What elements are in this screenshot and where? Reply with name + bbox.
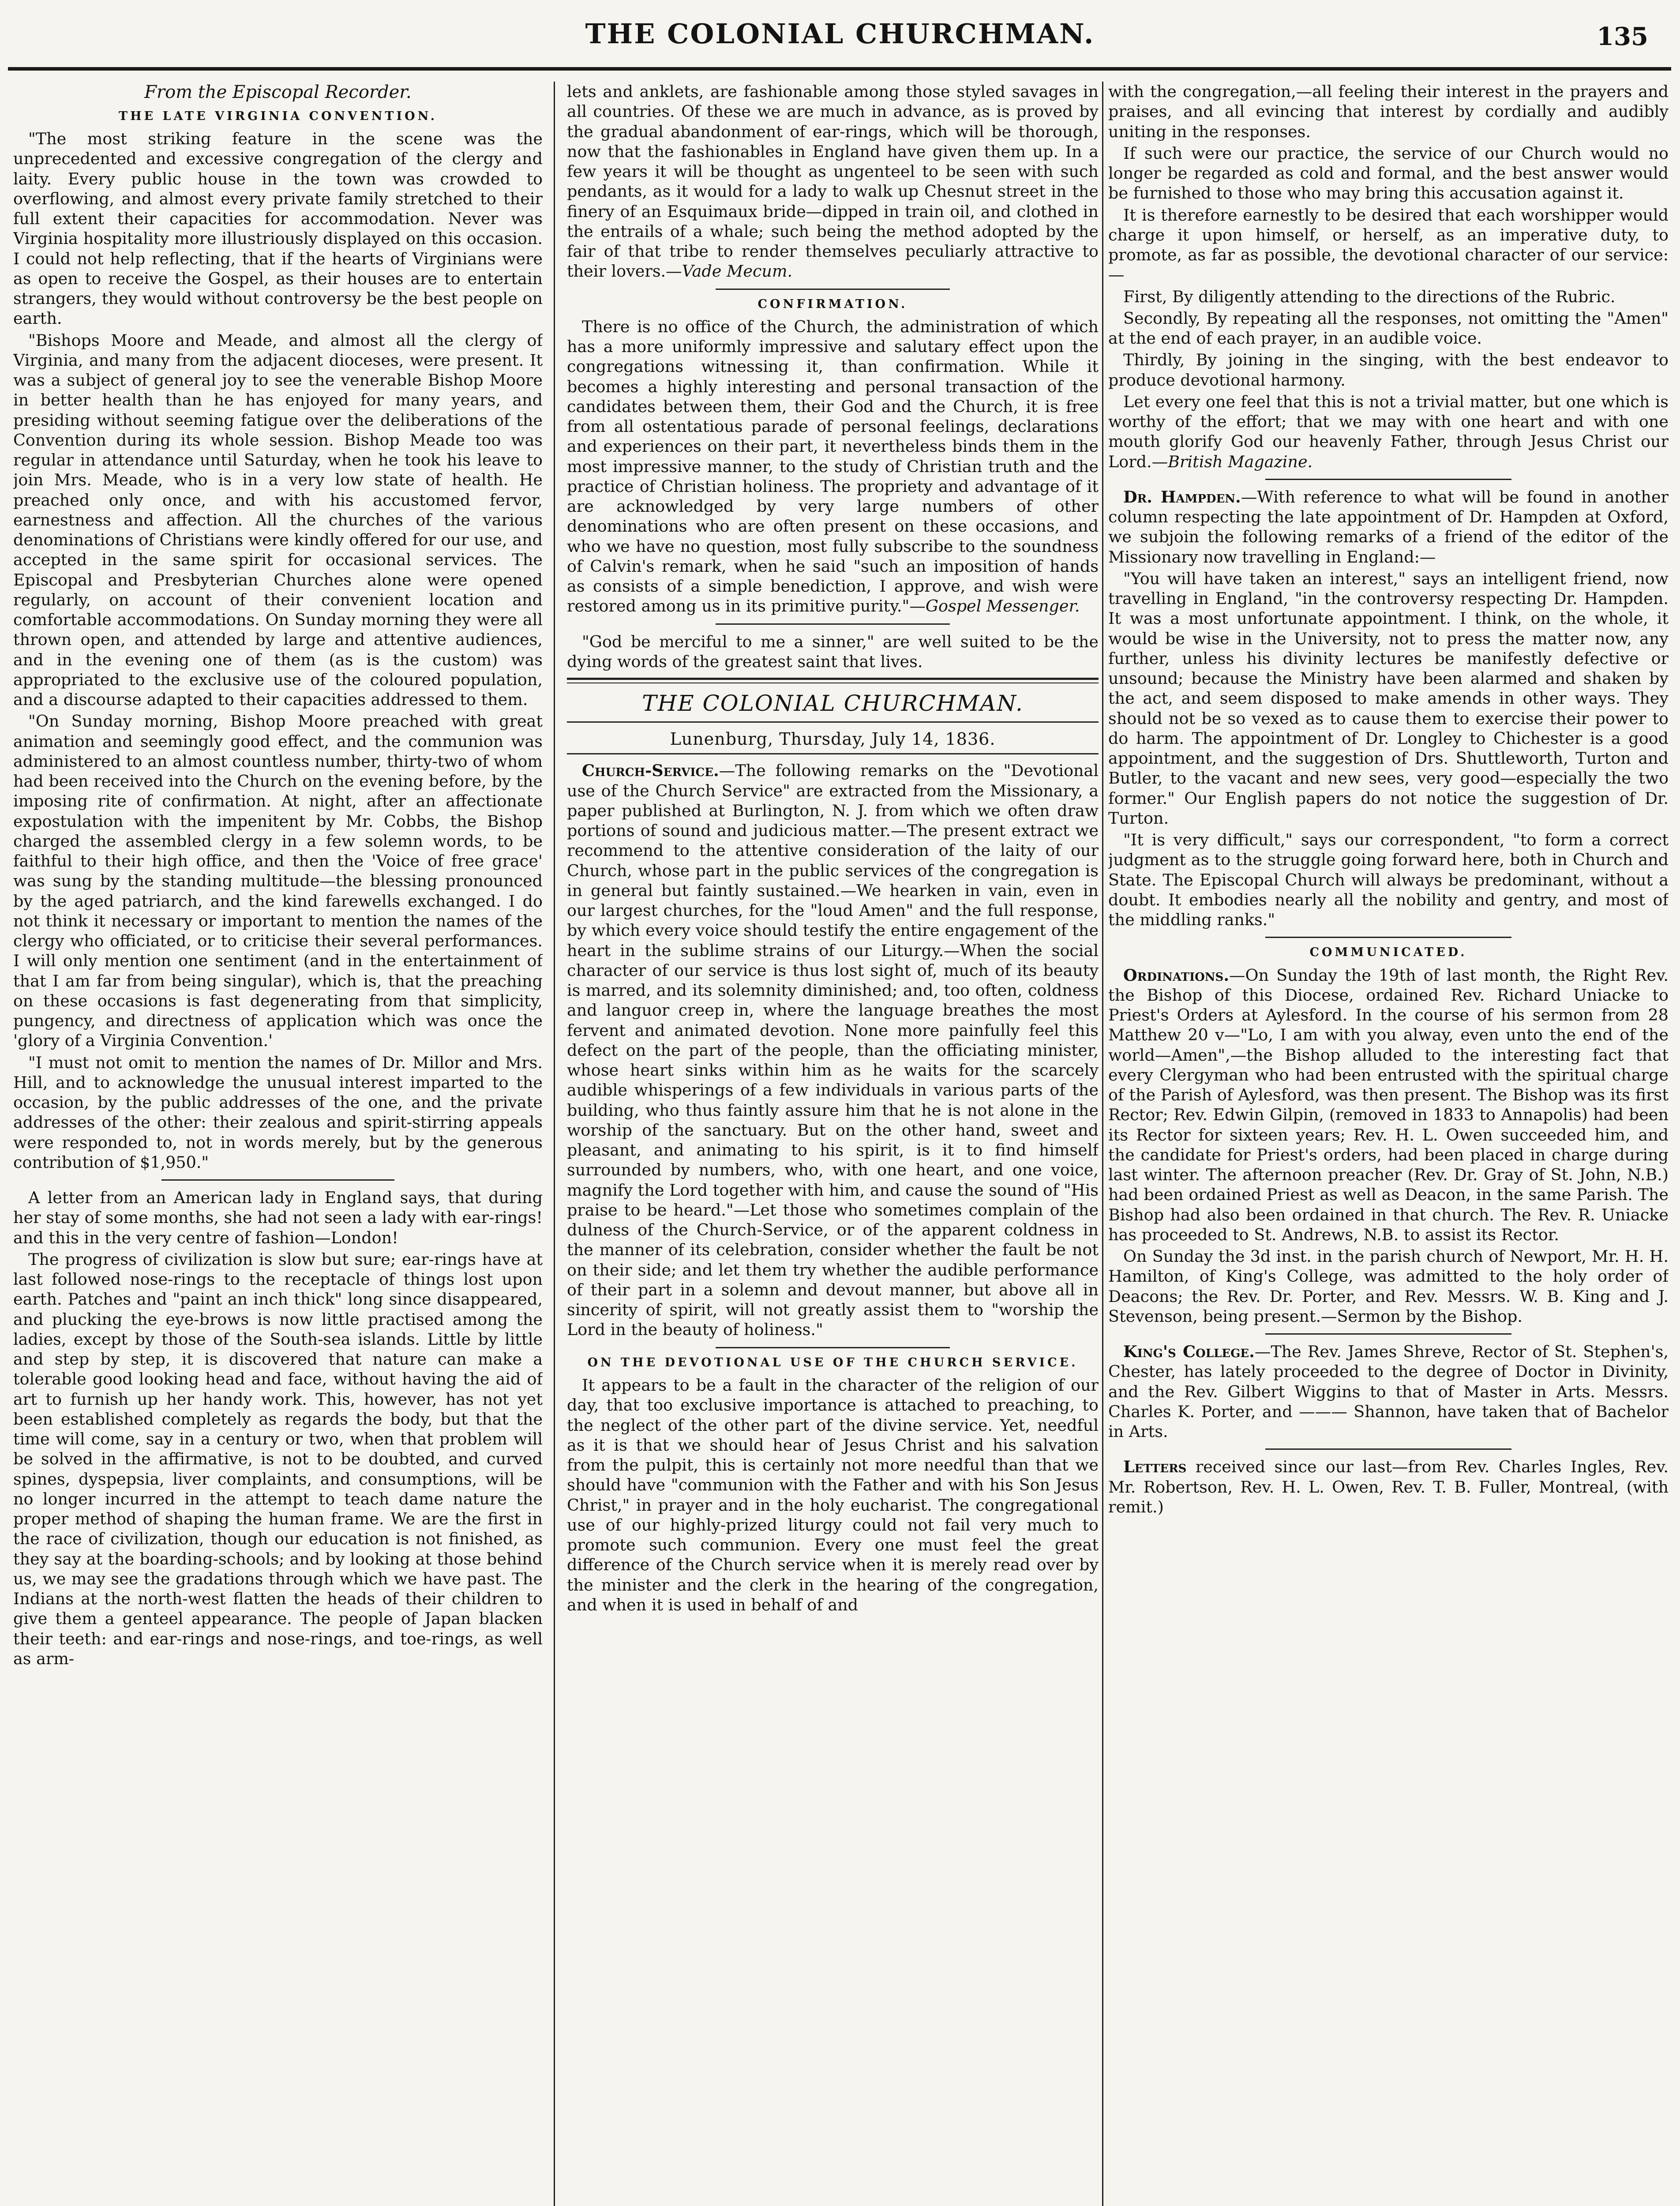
paragraph [1108, 1457, 1669, 1517]
paragraph-text: —The following remarks on the "Devotional use of the Church Service" are extracted from the Missionary, a paper published at Burlington, N. J. from which we often draw portions of sound and judicious matter.—The present extract we recommend to the attentive consideration of the laity of our Church, whose part in the public services of the congregation is in general but faintly sustained.—We hearken in vain, even in our largest churches, for the "loud Amen" and the full response, by which every voice should testify the entire engagement of the heart in the sublime strains of our Liturgy.—When the social character of our service is thus lost sight of, much of its beauty is marred, and its solemnity diminished; and, too often, coldness and languor creep in, where the language breathes the most fervent and animated devotion. None more painfully feel this defect on the part of the people, than the officiating minister, whose heart sinks within him as he waits for the scarcely audible whisperings of a few individuals in various parts of the building, who thus faintly assure him that he is not alone in the worship of the sanctuary. But on the other hand, sweet and pleasant, and animating to his spirit, is it to find himself surrounded by numbers, who, with one heart, and one voice, magnify the Lord together with him, and cause the sound of "His praise to be heard."—Let those who sometimes complain of the dulness of the Church-Service, or of the apparent coldness in the manner of its celebration, consider whether the fault be not on their side; and let them try whether the audible performance of their part in a solemn and devout manner, but above all in sincerity of spirit, will not greatly assist them to "worship the Lord in the beauty of holiness." [567, 761, 1099, 1339]
masthead-title: THE COLONIAL CHURCHMAN. [585, 18, 1095, 50]
column-2 [567, 82, 1099, 2206]
paragraph [567, 761, 1099, 1339]
paragraph: Thirdly, By joining in the singing, with the best endeavor to produce devotional harmony. [1108, 350, 1669, 390]
paragraph [567, 82, 1099, 281]
paragraph-lead: Ordinations. [1123, 965, 1230, 985]
divider [567, 753, 1099, 754]
dateline: Lunenburg, Thursday, July 14, 1836. [670, 729, 996, 749]
paragraph-text: Let every one feel that this is not a trivial matter, but one which is worthy of the effort; that we may with one heart and with one mouth glorify God our heavenly Father, through Jesus Christ our Lord. [1108, 392, 1669, 471]
divider [567, 721, 1099, 723]
paragraph: "Bishops Moore and Meade, and almost all the clergy of Virginia, and many from the adjacent dioceses, were present. It was a subject of general joy to see the venerable Bishop Moore in better health than he has enjoyed for many years, and presiding without seeming fatigue over the deliberations of the Convention during its whole session. Bishop Meade too was regular in attendance until Saturday, when he took his leave to join Mrs. Meade, who is in a very low state of health. He preached only once, and with his accustomed fervor, earnestness and affection. All the churches of the various denominations of Christians were kindly offered for our use, and accepted in the same spirit for occasional services. The Episcopal and Presbyterian Churches alone were opened regularly, on account of their convenient location and comfortable accommodations. On Sunday morning they were all thrown open, and attended by large and attentive audiences, and in the evening one of them (as is the custom) was appropriated to the exclusive use of the coloured population, and a discourse adapted to their capacities addressed to them. [13, 330, 543, 709]
divider [716, 623, 949, 625]
paragraph [1108, 965, 1669, 1245]
divider [1265, 937, 1512, 938]
masthead [0, 18, 1680, 62]
paragraph-text: —With reference to what will be found in another column respecting the late appointment of Dr. Hampden at Oxford, we subjoin the following remarks of a friend of the editor of the Missionary now travelling in England:— [1108, 487, 1669, 567]
paragraph-lead: Dr. Hampden. [1123, 487, 1241, 506]
divider [1265, 479, 1512, 480]
article-heading: THE LATE VIRGINIA CONVENTION. [119, 109, 437, 123]
divider [716, 289, 949, 290]
paragraph-text: —The Rev. James Shreve, Rector of St. Stephen's, Chester, has lately proceeded to the degree of Doctor in Divinity, and the Rev. Gilbert Wiggins to that of Master in Arts. Messrs. Charles K. Porter, and ——— Shannon, have taken that of Bachelor in Arts. [1108, 1342, 1669, 1441]
column-1 [13, 82, 543, 2206]
article-heading: COMMUNICATED. [1309, 945, 1467, 960]
paragraph: "It is very difficult," says our correspondent, "to form a correct judgment as to the struggle going forward here, both in Church and State. The Episcopal Church will always be predominant, without a doubt. It embodies nearly all the nobility and gentry, and most of the middling ranks." [1108, 830, 1669, 929]
paragraph: "You will have taken an interest," says an intelligent friend, now travelling in England, "in the controversy respecting Dr. Hampden. It was a most unfortunate appointment. I think, on the whole, it would be wise in the University, not to press the matter now, any further, unless his divinity lectures be manifestly defective or unsound; because the Ministry have been alarmed and shaken by the act, and seem disposed to make amends in other ways. They should not be so vexed as to cause them to exercise their power to do harm. The appointment of Dr. Longley to Chichester is a good appointment, and the suggestion of Drs. Shuttleworth, Turton and Butler, to the vacant and new sees, very good—especially the two former." Our English papers do not notice the suggestion of Dr. Turton. [1108, 569, 1669, 828]
paragraph: "I must not omit to mention the names of Dr. Millor and Mrs. Hill, and to acknowledge the unusual interest imparted to the occasion, by the public addresses of the one, and the private addresses of the other: their zealous and spirit-stirring appeals were responded to, not in words merely, but by the generous contribution of $1,950." [13, 1053, 543, 1172]
column-divider [1102, 82, 1103, 2206]
divider [716, 1347, 949, 1348]
paragraph-text: There is no office of the Church, the administration of which has a more uniformly impressive and salutary effect upon the congregations witnessing it, than confirmation. While it becomes a highly interesting and personal transaction of the candidates between them, their God and the Church, it is free from all ostentatious parade of personal feelings, declarations and experiences on their part, it nevertheless binds them in the most impressive manner, to the study of Christian truth and the practice of Christian holiness. The propriety and advantage of it are acknowledged by very large numbers of other denominations who are often present on these occasions, and who we have no question, most fully subscribe to the soundness of Calvin's remark, when he said "such an imposition of hands as consists of a simple benediction, I approve, and wish were restored among us in its primitive purity." [567, 317, 1099, 616]
source-credit: From the Episcopal Recorder. [144, 82, 412, 102]
paragraph-text: —On Sunday the 19th of last month, the Right Rev. the Bishop of this Diocese, ordained Rev. Richard Uniacke to Priest's Orders at Aylesford. In the course of his sermon from 28 Matthew 20 v—"Lo, I am with you alway, even unto the end of the world—Amen",—the Bishop alluded to the interesting fact that every Clergyman who had been entrusted with the spiritual charge of the Parish of Aylesford, was then present. The Bishop was its first Rector; Rev. Edwin Gilpin, (removed in 1833 to Annapolis) had been its Rector for sixteen years; Rev. H. L. Owen succeeded him, and the candidate for Priest's orders, had been placed in charge during last winter. The afternoon preacher (Rev. Dr. Gray of St. John, N.B.) had been ordained Priest as well as Deacon, in the same Parish. The Bishop had also been ordained in that church. The Rev. R. Uniacke has proceeded to St. Andrews, N.B. to assist its Rector. [1108, 965, 1669, 1244]
paragraph: If such were our practice, the service of our Church would no longer be regarded as cold and formal, and the best answer would be furnished to those who may bring this accusation against it. [1108, 143, 1669, 203]
paragraph-lead: Church-Service. [582, 761, 719, 780]
paragraph: On Sunday the 3d inst. in the parish church of Newport, Mr. H. H. Hamilton, of King's College, was admitted to the holy order of Deacons; the Rev. Dr. Porter, and Rev. Messrs. W. B. King and J. Stevenson, being present.—Sermon by the Bishop. [1108, 1247, 1669, 1326]
masthead-rule [8, 67, 1671, 71]
page-number: 135 [1597, 22, 1648, 51]
paragraph: "The most striking feature in the scene was the unprecedented and excessive congregation of the clergy and laity. Every public house in the town was crowded to overflowing, and almost every private family stretched to their full extent their capacities for accommodation. Never was Virginia hospitality more illustriously displayed on this occasion. I could not help reflecting, that if the hearts of Virginians were as open to receive the Gospel, as their houses are to entertain strangers, they would without controversy be the best people on earth. [13, 129, 543, 328]
article-heading: ON THE DEVOTIONAL USE OF THE CHURCH SERVICE. [587, 1355, 1078, 1369]
paragraph [1108, 1342, 1669, 1441]
paragraph: with the congregation,—all feeling their interest in the prayers and praises, and all evincing that interest by cordially and audibly uniting in the responses. [1108, 82, 1669, 141]
divider [1265, 1448, 1512, 1450]
paragraph [1108, 487, 1669, 567]
paragraph [1108, 392, 1669, 472]
paragraph-text: lets and anklets, are fashionable among those styled savages in all countries. Of these we are much in advance, as is proved by the gradual abandonment of ear-rings, which will be thorough, now that the fashionables in England have given them up. In a few years it will be thought as ungenteel to be seen with such pendants, as it would for a lady to walk up Chesnut street in the finery of an Esquimaux bride—dipped in train oil, and clothed in the entrails of a whale; such being the method adopted by the fair of that tribe to render themselves peculiarly attractive to their lovers. [567, 82, 1099, 281]
attribution: —Gospel Messenger. [909, 597, 1080, 616]
attribution: —Vade Mecum. [666, 262, 793, 281]
paragraph: It is therefore earnestly to be desired that each worshipper would charge it upon himself, or herself, as an imperative duty, to promote, as far as possible, the devotional character of our service:— [1108, 205, 1669, 285]
paragraph: First, By diligently attending to the directions of the Rubric. [1123, 287, 1616, 306]
paragraph: A letter from an American lady in England says, that during her stay of some months, she had not seen a lady with ear-rings! and this in the very centre of fashion—London! [13, 1188, 543, 1247]
divider [161, 1179, 394, 1181]
paragraph: "On Sunday morning, Bishop Moore preached with great animation and seemingly good effect, and the communion was administered to an almost countless number, thirty-two of whom had been received into the Church on the evening before, by the imposing rite of confirmation. At night, after an affectionate expostulation with the impenitent by Mr. Cobbs, the Bishop charged the assembled clergy in a few solemn words, to be faithful to their high office, and then the 'Voice of free grace' was sung by the standing multitude—the blessing pronounced by the aged patriarch, and the kind farewells exchanged. I do not think it necessary or important to mention the names of the clergy who officiated, or to criticise their several performances. I will only mention one sentiment (and in the entertainment of that I am far from being singular), which is, that the preaching on these occasions is fast degenerating from that simplicity, pungency, and directness of application which was once the 'glory of a Virginia Convention.' [13, 712, 543, 1050]
divider [1265, 1333, 1512, 1335]
column-3 [1108, 82, 1669, 2206]
attribution: —British Magazine. [1151, 452, 1313, 471]
paragraph-text: received since our last—from Rev. Charles Ingles, Rev. Mr. Robertson, Rev. H. L. Owen, Rev. T. B. Fuller, Montreal, (with remit.) [1108, 1457, 1669, 1516]
section-rule [567, 678, 1099, 683]
paragraph-lead: Letters [1123, 1457, 1187, 1477]
article-heading: CONFIRMATION. [758, 297, 908, 311]
paragraph: "God be merciful to me a sinner," are well suited to be the dying words of the greatest saint that lives. [567, 632, 1099, 671]
paragraph [567, 317, 1099, 616]
paragraph-lead: King's College. [1123, 1342, 1255, 1362]
column-divider [554, 82, 555, 2206]
section-title: THE COLONIAL CHURCHMAN. [642, 690, 1024, 717]
paragraph: Secondly, By repeating all the responses, not omitting the "Amen" at the end of each prayer, in an audible voice. [1108, 308, 1669, 348]
paragraph: It appears to be a fault in the character of the religion of our day, that too exclusive importance is attached to preaching, to the neglect of the other part of the divine service. Yet, needful as it is that we should hear of Jesus Christ and his salvation from the pulpit, this is certainly not more needful than that we should have "communion with the Father and with his Son Jesus Christ," in prayer and in the holy eucharist. The congregational use of our highly-prized liturgy could not fail very much to promote such communion. Every one must feel the great difference of the Church service when it is merely read over by the minister and the clerk in the hearing of the congregation, and when it is used in behalf of and [567, 1376, 1099, 1614]
paragraph: The progress of civilization is slow but sure; ear-rings have at last followed nose-rings to the receptacle of things lost upon earth. Patches and "paint an inch thick" long since disappeared, and plucking the eye-brows is now little practised among the ladies, except by those of the South-sea islands. Little by little and step by step, it is discovered that nature can make a tolerable good looking head and face, without having the aid of art to furnish up her handy work. This, however, has not yet been established completely as regards the body, but that the time will come, say in a century or two, when that problem will be solved in the affirmative, is not to be doubted, and curved spines, dyspepsia, liver complaints, and consumptions, will be no longer incurred in the attempt to teach dame nature the proper method of shaping the human frame. We are the first in the race of civilization, though our education is not finished, as they say at the boarding-schools; and by looking at those behind us, we may see the gradations through which we have past. The Indians at the north-west flatten the heads of their children to give them a genteel appearance. The people of Japan blacken their teeth: and ear-rings and nose-rings, and toe-rings, as well as arm- [13, 1249, 543, 1668]
